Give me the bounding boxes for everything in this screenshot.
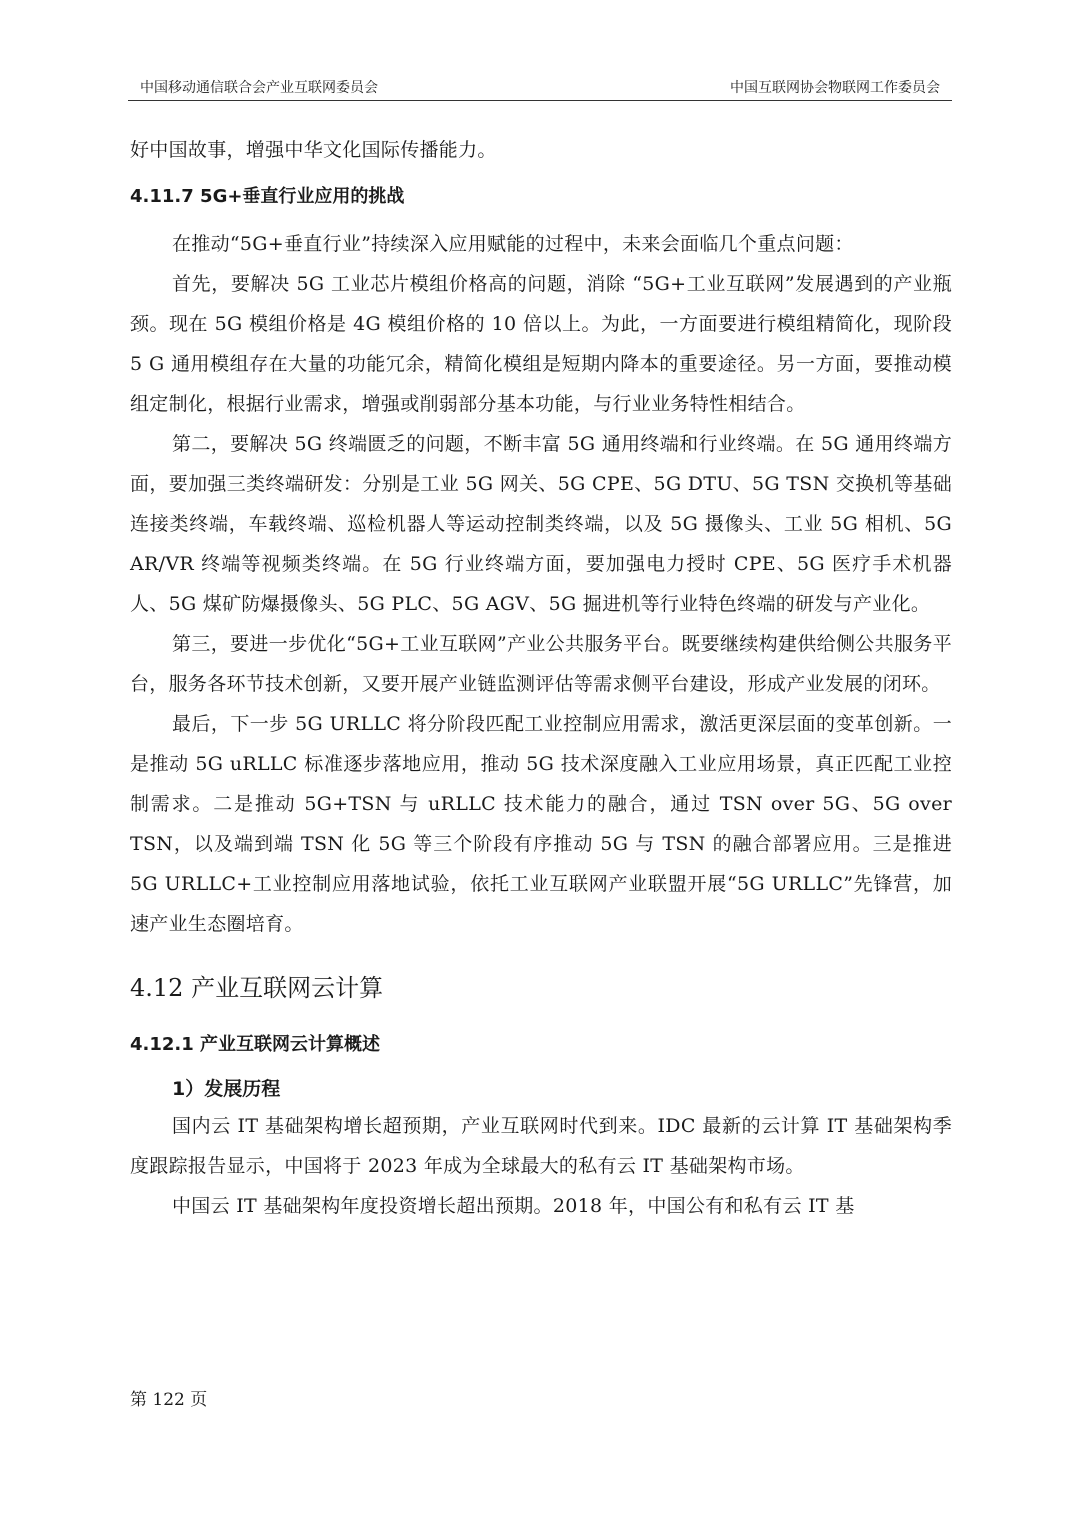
page-content bbox=[130, 130, 952, 1226]
paragraph: 第二，要解决 5G 终端匮乏的问题，不断丰富 5G 通用终端和行业终端。在 5G 通用终端方面，要加强三类终端研发：分别是工业 5G 网关、5G CPE、5G DTU、5G TSN 交换机等基础连接类终端，车载终端、巡检机器人等运动控制类终端，以及 5G 摄像头、工业 5G 相机、5G AR/VR 终端等视频类终端。在 5G 行业终端方面，要加强电力授时 CPE、5G 医疗手术机器人、5G 煤矿防爆摄像头、5G PLC、5G AGV、5G 掘进机等行业特色终端的研发与产业化。 bbox=[130, 433, 952, 615]
header-right-org: 中国互联网协会物联网工作委员会 bbox=[730, 80, 940, 96]
paragraph: 国内云 IT 基础架构增长超预期，产业互联网时代到来。IDC 最新的云计算 IT 基础架构季度跟踪报告显示，中国将于 2023 年成为全球最大的私有云 IT 基础架构市场。 bbox=[130, 1115, 952, 1177]
section-heading-4-12-1: 4.12.1 产业互联网云计算概述 bbox=[130, 1034, 381, 1055]
paragraph: 在推动“5G+垂直行业”持续深入应用赋能的过程中，未来会面临几个重点问题： bbox=[172, 233, 854, 255]
paragraph: 首先，要解决 5G 工业芯片模组价格高的问题，消除 “5G+工业互联网”发展遇到的产业瓶颈。现在 5G 模组价格是 4G 模组价格的 10 倍以上。为此，一方面要进行模组精简化，现阶段 5 G 通用模组存在大量的功能冗余，精简化模组是短期内降本的重要途径。另一方面，要推动模组定制化，根据行业需求，增强或削弱部分基本功能，与行业业务特性相结合。 bbox=[130, 273, 952, 415]
subheading-development-history: 1）发展历程 bbox=[172, 1078, 281, 1100]
page-number: 第 122 页 bbox=[130, 1390, 208, 1410]
section-heading-4-11-7: 4.11.7 5G+垂直行业应用的挑战 bbox=[130, 186, 405, 207]
paragraph: 最后，下一步 5G URLLC 将分阶段匹配工业控制应用需求，激活更深层面的变革创新。一是推动 5G uRLLC 标准逐步落地应用，推动 5G 技术深度融入工业应用场景，真正匹配工业控制需求。二是推动 5G+TSN 与 uRLLC 技术能力的融合，通过 TSN over 5G、5G over TSN，以及端到端 TSN 化 5G 等三个阶段有序推动 5G 与 TSN 的融合部署应用。三是推进 5G URLLC+工业控制应用落地试验，依托工业互联网产业联盟开展“5G URLLC”先锋营，加速产业生态圈培育。 bbox=[130, 713, 952, 935]
paragraph: 第三，要进一步优化“5G+工业互联网”产业公共服务平台。既要继续构建供给侧公共服务平台，服务各环节技术创新，又要开展产业链监测评估等需求侧平台建设，形成产业发展的闭环。 bbox=[130, 633, 952, 695]
header-left-org: 中国移动通信联合会产业互联网委员会 bbox=[140, 80, 378, 96]
paragraph: 中国云 IT 基础架构年度投资增长超出预期。2018 年，中国公有和私有云 IT 基 bbox=[172, 1195, 855, 1217]
page-header bbox=[128, 78, 952, 101]
section-heading-4-12: 4.12 产业互联网云计算 bbox=[130, 974, 384, 1002]
intro-line: 好中国故事，增强中华文化国际传播能力。 bbox=[130, 139, 497, 161]
